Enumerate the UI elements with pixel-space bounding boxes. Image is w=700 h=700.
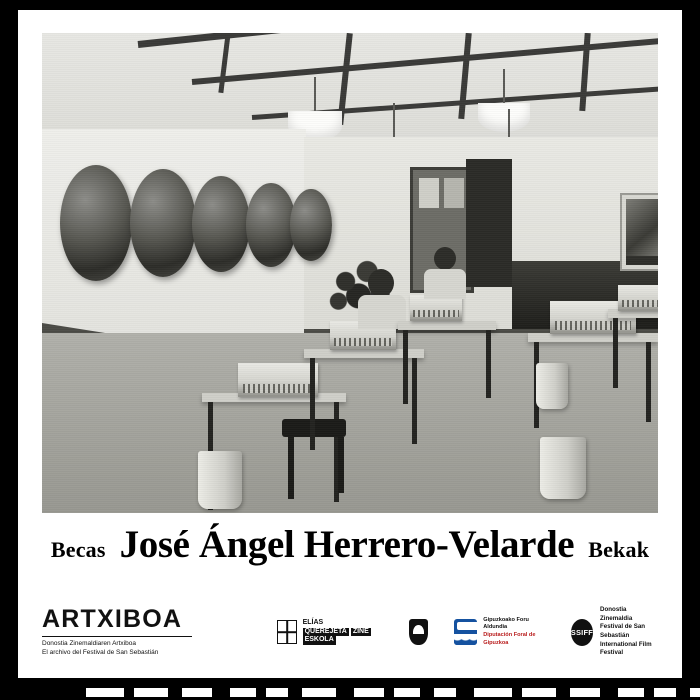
strip-dash [474, 688, 512, 697]
strip-dash [570, 688, 600, 697]
artxiboa-wordmark: ARTXIBOA [42, 604, 183, 633]
typewriter-keys [243, 384, 313, 393]
logo-eqze [277, 619, 382, 646]
title-left-word: Becas [50, 537, 106, 562]
person-head [434, 247, 456, 270]
wall-dish-sculpture [246, 183, 296, 267]
person-seated-front [354, 269, 410, 327]
artxiboa-tagline-eu: Donostia Zinemaldiaren Artxiboa [42, 639, 136, 647]
strip-dash [654, 688, 676, 697]
eqze-line1: ELÍAS [302, 618, 324, 626]
poster-photograph [42, 33, 658, 513]
person-body [424, 269, 466, 299]
poster-footer [42, 606, 658, 658]
photo-scene [42, 33, 658, 513]
chair-leg [288, 437, 294, 499]
wall-dark-panel [466, 159, 512, 287]
gipuzkoa-crest-icon [454, 619, 477, 645]
eqze-text [303, 619, 383, 646]
eqze-line3: ZINE [352, 627, 369, 635]
strip-dash [266, 688, 288, 697]
artxiboa-tagline [42, 636, 192, 658]
lamp-cord [393, 103, 395, 137]
wall-dish-sculpture [130, 169, 196, 277]
strip-dash [434, 688, 456, 697]
wall-poster-text [626, 256, 658, 265]
desk-leg [486, 330, 491, 398]
logo-gipuzkoa [454, 617, 545, 647]
person-seated-back [422, 247, 468, 297]
gipuzkoa-line-es: Diputación Foral de Gipuzkoa [483, 632, 536, 646]
strip-dash [230, 688, 256, 697]
logo-artxiboa [42, 604, 215, 658]
wall-dish-sculpture [60, 165, 132, 281]
typewriter [618, 285, 658, 311]
strip-dash [134, 688, 168, 697]
bottom-dashed-strip [0, 678, 700, 700]
strip-dash [354, 688, 384, 697]
ssiff-text [600, 606, 658, 658]
typewriter-keys [622, 300, 658, 307]
strip-dash [394, 688, 420, 697]
desk-leg [310, 358, 315, 450]
poster-title-row [42, 522, 658, 582]
ssiff-line2: Festival de San Sebastián [600, 623, 646, 639]
strip-dash [690, 688, 700, 697]
wall-poster [620, 193, 658, 271]
eqze-cross-icon [277, 620, 296, 644]
strip-dash [618, 688, 644, 697]
logo-ssiff [571, 606, 658, 658]
strip-dash [302, 688, 336, 697]
door-pane [419, 178, 439, 208]
eqze-line4: ESKOLA [304, 636, 334, 644]
ssiff-line1: Donostia Zinemaldia [600, 605, 633, 622]
door-pane [444, 178, 464, 208]
desk-leg [403, 330, 408, 404]
lamp-cord [314, 77, 316, 111]
poster-sheet [18, 10, 682, 682]
waste-bin [536, 363, 568, 409]
title-right-word: Bekak [588, 537, 650, 562]
lamp-cord [503, 69, 505, 103]
desk [608, 309, 658, 387]
strip-dash [522, 688, 556, 697]
waste-bin [198, 451, 242, 509]
typewriter-keys [334, 338, 392, 346]
strip-dash [182, 688, 212, 697]
wall-dish-sculpture [192, 176, 250, 272]
ssiff-badge-icon: SSIFF [571, 619, 593, 646]
strip-dash [86, 688, 124, 697]
gipuzkoa-text [483, 617, 545, 647]
wall-dish-sculpture [290, 189, 332, 261]
ssiff-line3: International Film Festival [600, 640, 652, 657]
waste-bin [540, 437, 586, 499]
desk [398, 321, 496, 405]
gipuzkoa-line-eu: Gipuzkoako Foru Aldundia [483, 616, 529, 631]
page-title: José Ángel Herrero-Velarde [119, 523, 575, 566]
desk-top [398, 321, 496, 330]
partner-logos [277, 606, 658, 658]
artxiboa-tagline-es: El archivo del Festival de San Sebastián [42, 648, 159, 656]
gipuzkoa-shield-icon [409, 619, 428, 645]
person-head [368, 269, 394, 297]
typewriter-keys [413, 310, 459, 317]
desk-leg [613, 318, 618, 388]
pendant-lamp [478, 103, 530, 132]
eqze-line2: QUEREJETA [304, 627, 347, 635]
frame-edge-top [0, 0, 700, 10]
frame-edge-right [682, 0, 700, 700]
frame-edge-left [0, 0, 18, 700]
